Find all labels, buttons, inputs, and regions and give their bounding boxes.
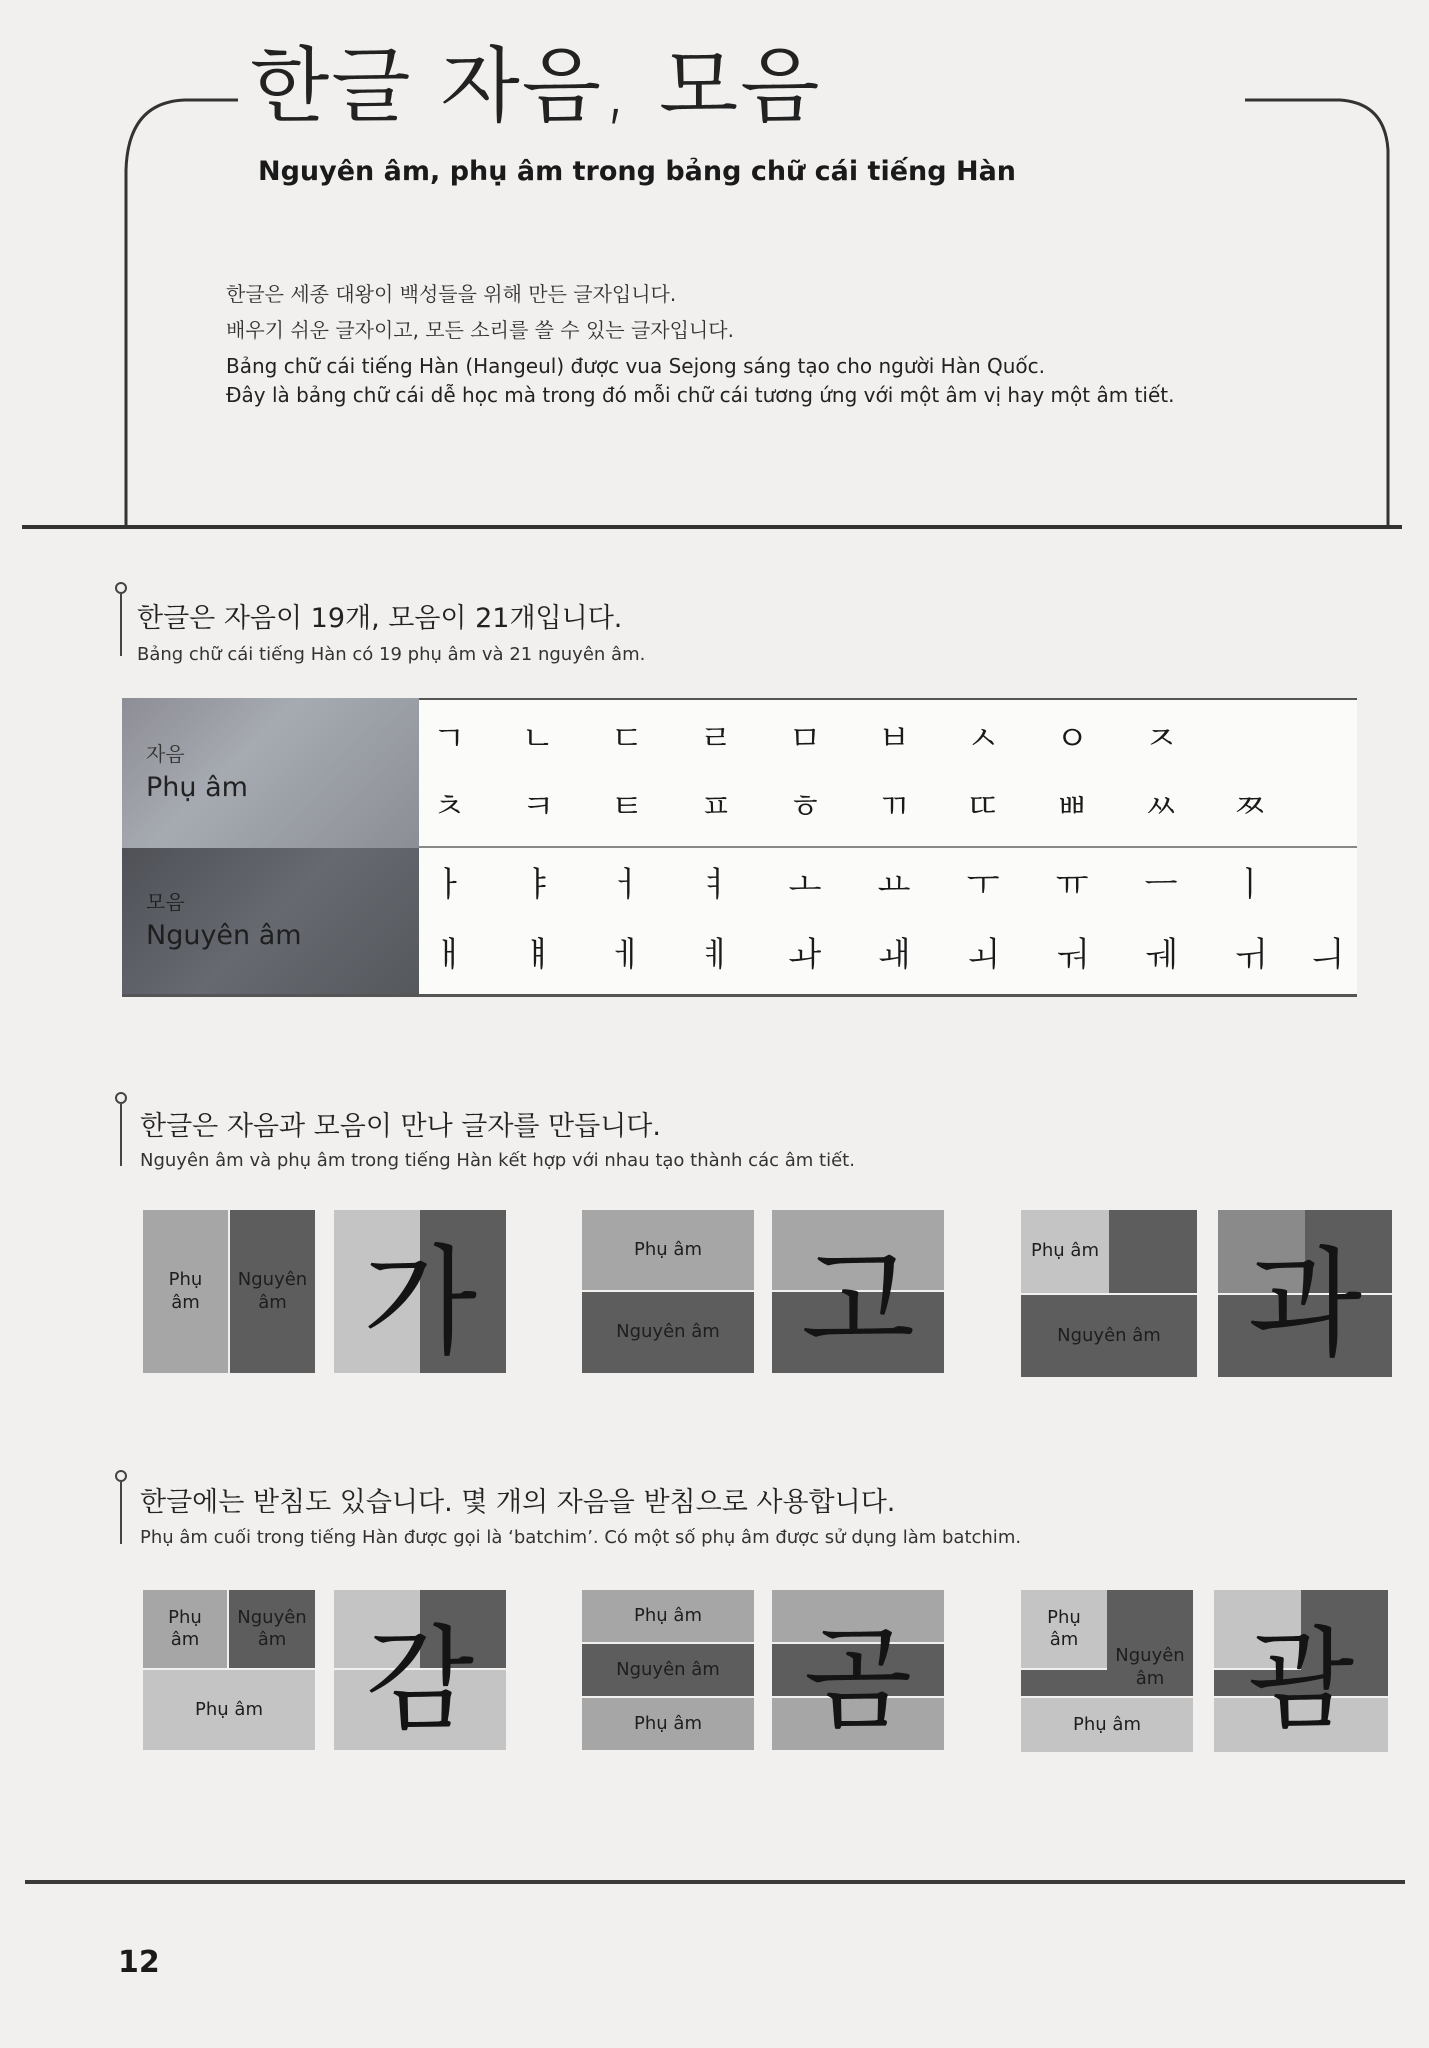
syllable-glyph: 감 <box>365 1614 475 1745</box>
footer-rule <box>25 1880 1405 1884</box>
syllable-example-gwa <box>1218 1210 1392 1377</box>
consonant-label-vi: Phụ âm <box>146 772 248 803</box>
jamo-letter: ㄷ <box>610 719 644 759</box>
section2-heading: 한글은 자음과 모음이 만나 글자를 만듭니다. <box>140 1111 661 1142</box>
jamo-letter: ㅇ <box>1055 719 1089 759</box>
jamo-letter: ㅗ <box>788 865 822 905</box>
jamo-letter: ㅒ <box>521 935 555 975</box>
consonant-part <box>582 1590 754 1642</box>
jamo-letter: ㄲ <box>877 787 911 827</box>
vowel-part <box>1107 1590 1193 1696</box>
table-divider <box>419 846 1357 848</box>
part-label: âm <box>257 1629 287 1650</box>
syllable-example-gwam <box>1214 1590 1388 1752</box>
jamo-letter: ㅃ <box>1055 787 1089 827</box>
final-consonant-part <box>582 1698 754 1750</box>
jamo-letter: ㅝ <box>1055 935 1089 975</box>
part-label: Nguyên âm <box>616 1321 720 1343</box>
part-label: Nguyên âm <box>616 1658 720 1680</box>
jamo-letter: ㄴ <box>521 719 555 759</box>
part-label: Nguyên <box>237 1269 308 1290</box>
part-label: âm <box>258 1291 287 1313</box>
syllable-example-geum <box>772 1590 944 1750</box>
intro-vi-line-2: Đây là bảng chữ cái dễ học mà trong đó mỗi chữ cái tương ứng với một âm vị hay một âm tiết. <box>226 383 1175 407</box>
jamo-letter: ㅢ <box>1310 935 1344 975</box>
jamo-letter: ㅜ <box>966 865 1000 905</box>
section3-heading: 한글에는 받침도 있습니다. 몇 개의 자음을 받침으로 사용합니다. <box>140 1487 896 1518</box>
part-label: Phụ âm <box>634 1712 702 1734</box>
part-label: Phụ <box>168 1269 203 1290</box>
part-label: âm <box>170 1629 200 1650</box>
part-label: Nguyên âm <box>1057 1324 1161 1346</box>
syllable-diagram-cv-vertical <box>582 1210 754 1373</box>
jamo-letter: ㅕ <box>699 865 733 905</box>
jamo-letter: ㅓ <box>610 865 644 905</box>
consonant-label-cell <box>122 698 419 848</box>
vowel-part <box>230 1210 315 1373</box>
syllable-diagram-cv-compound <box>1021 1210 1197 1377</box>
syllable-diagram-cvc-compound <box>1021 1590 1193 1752</box>
consonant-part <box>582 1210 754 1290</box>
vowel-part <box>582 1644 754 1696</box>
vowel-part <box>229 1590 315 1668</box>
section-marker-dot <box>115 582 127 594</box>
syllable-example-ga <box>334 1210 506 1373</box>
final-consonant-part <box>143 1670 315 1750</box>
jamo-letter: ㅋ <box>521 787 555 827</box>
jamo-letter: ㅉ <box>1233 787 1267 827</box>
vowel-label-vi: Nguyên âm <box>146 920 302 951</box>
part-label: âm <box>1135 1667 1165 1689</box>
jamo-letter: ㅟ <box>1233 935 1267 975</box>
vowel-label-cell <box>122 848 419 996</box>
part-label: Phụ âm <box>634 1604 702 1626</box>
section-marker-dot <box>115 1470 127 1482</box>
consonant-part <box>1021 1210 1109 1293</box>
vowel-part <box>1021 1295 1197 1377</box>
intro-vi-line-1: Bảng chữ cái tiếng Hàn (Hangeul) được vua Sejong sáng tạo cho người Hàn Quốc. <box>226 354 1046 378</box>
jamo-letter: ㅈ <box>1144 719 1178 759</box>
table-bottom-line <box>122 994 1357 997</box>
part-label: Phụ âm <box>1031 1240 1099 1262</box>
jamo-letter: ㅊ <box>432 787 466 827</box>
section3-subheading: Phụ âm cuối trong tiếng Hàn được gọi là ‘batchim’. Có một số phụ âm được sử dụng làm batchim. <box>140 1527 1022 1548</box>
jamo-letter: ㅏ <box>432 865 466 905</box>
vowel-part <box>1021 1670 1107 1696</box>
jamo-letter: ㄱ <box>432 719 466 759</box>
jamo-letter: ㄹ <box>699 719 733 759</box>
jamo-letter: ㅍ <box>699 787 733 827</box>
jamo-letter: ㅔ <box>610 935 644 975</box>
alphabet-table <box>122 698 1357 996</box>
part-label: âm <box>171 1291 200 1313</box>
syllable-glyph: 곰 <box>803 1614 913 1745</box>
jamo-letter: ㅁ <box>788 719 822 759</box>
syllable-glyph: 과 <box>1248 1234 1362 1373</box>
jamo-letter: ㅙ <box>877 935 911 975</box>
jamo-letter: ㅑ <box>521 865 555 905</box>
jamo-letter: ㅡ <box>1144 865 1178 905</box>
section1-heading: 한글은 자음이 19개, 모음이 21개입니다. <box>137 603 623 634</box>
jamo-letter: ㅚ <box>966 935 1000 975</box>
syllable-diagram-cvc-vertical <box>582 1590 754 1750</box>
jamo-letter: ㅅ <box>966 719 1000 759</box>
section-marker-bar <box>120 1104 122 1166</box>
jamo-letter: ㅛ <box>877 865 911 905</box>
table-top-line <box>419 698 1357 700</box>
jamo-letter: ㅌ <box>610 787 644 827</box>
jamo-letter: ㄸ <box>966 787 1000 827</box>
syllable-glyph: 가 <box>363 1232 477 1371</box>
jamo-letter: ㅖ <box>699 935 733 975</box>
section-marker-bar <box>120 1482 122 1544</box>
intro-ko-line-1: 한글은 세종 대왕이 백성들을 위해 만든 글자입니다. <box>226 282 677 306</box>
jamo-letter: ㅂ <box>877 719 911 759</box>
consonant-part <box>143 1210 228 1373</box>
consonant-part <box>1021 1590 1107 1668</box>
syllable-example-go <box>772 1210 944 1373</box>
section2-subheading: Nguyên âm và phụ âm trong tiếng Hàn kết hợp với nhau tạo thành các âm tiết. <box>140 1150 855 1171</box>
syllable-diagram-cvc-horizontal <box>143 1590 315 1750</box>
vowel-part <box>1109 1210 1197 1293</box>
part-label: Nguyên <box>1115 1645 1185 1666</box>
syllable-example-gam <box>334 1590 506 1750</box>
part-label: Phụ âm <box>1073 1713 1141 1735</box>
section-marker-dot <box>115 1092 127 1104</box>
syllable-glyph: 고 <box>801 1232 915 1371</box>
consonant-label-ko: 자음 <box>146 742 185 766</box>
part-label: Phụ <box>168 1606 202 1628</box>
intro-ko-line-2: 배우기 쉬운 글자이고, 모든 소리를 쓸 수 있는 글자입니다. <box>226 318 734 342</box>
jamo-letter: ㅘ <box>788 935 822 975</box>
part-label: Nguyên <box>237 1606 307 1628</box>
part-label: âm <box>1049 1629 1079 1650</box>
consonant-part <box>143 1590 227 1668</box>
jamo-letter: ㅆ <box>1144 787 1178 827</box>
jamo-letter: ㅐ <box>432 935 466 975</box>
part-label: Phụ âm <box>634 1238 702 1260</box>
section-marker-bar <box>120 594 122 656</box>
jamo-letter: ㅎ <box>788 787 822 827</box>
part-label: Phụ <box>1047 1606 1081 1628</box>
section1-subheading: Bảng chữ cái tiếng Hàn có 19 phụ âm và 21 nguyên âm. <box>137 644 646 665</box>
page-number: 12 <box>118 1945 160 1980</box>
part-label: Phụ âm <box>195 1698 263 1720</box>
page-title: 한글 자음, 모음 <box>250 39 822 134</box>
jamo-letter: ㅠ <box>1055 865 1089 905</box>
syllable-diagram-cv-horizontal <box>143 1210 315 1373</box>
syllable-glyph: 괌 <box>1247 1616 1355 1744</box>
jamo-letter: ㅞ <box>1144 935 1178 975</box>
final-consonant-part <box>1021 1698 1193 1752</box>
page-subtitle: Nguyên âm, phụ âm trong bảng chữ cái tiếng Hàn <box>258 156 1017 187</box>
jamo-letter: ㅣ <box>1233 865 1267 905</box>
vowel-part <box>582 1292 754 1373</box>
vowel-label-ko: 모음 <box>146 890 185 914</box>
